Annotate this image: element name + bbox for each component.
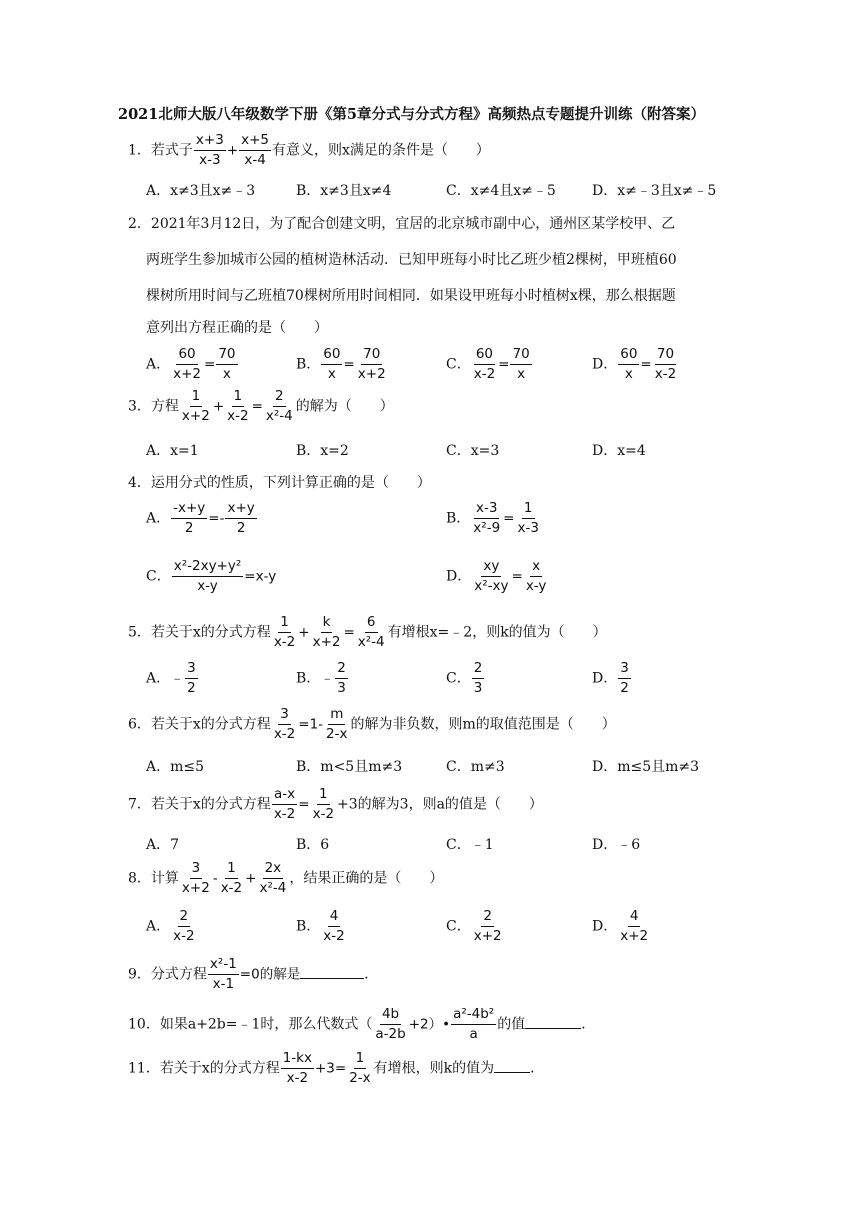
question-9: 9．分式方程 $\frac{\text{x²-1}}{x-1}$ =0的解是 ． xyxy=(128,956,379,992)
option-d: D． $\frac{60}{x}$ = $\frac{70}{x-2}$ xyxy=(592,346,677,382)
option-b: B． $\frac{4}{x-2}$ xyxy=(296,908,345,944)
option-b: B．﹣ $\frac{2}{3}$ xyxy=(296,660,346,696)
question-3: 3．方程 $\frac{1}{x+2}$ + $\frac{1}{x-2}$ = $\frac{2}{\text{x²-4}}$ 的解为（ ） xyxy=(128,388,394,424)
option-d: D．x=4 xyxy=(592,443,646,459)
option-c: C．x=3 xyxy=(446,443,500,459)
option-d: D．﹣6 xyxy=(592,837,641,853)
question-5: 5．若关于x的分式方程 $\frac{1}{x-2}$ + $\frac{k}{x+2}$ = $\frac{6}{\text{x²-4}}$ 有增根x=﹣2，则k的值为（ ） xyxy=(128,614,607,650)
option-a: A．﹣ $\frac{3}{2}$ xyxy=(146,660,196,696)
option-a: A．x=1 xyxy=(146,443,199,459)
option-a: A． $\frac{60}{x+2}$ = $\frac{70}{x}$ xyxy=(146,346,236,382)
question-6: 6．若关于x的分式方程 $\frac{3}{x-2}$ =1- $\frac{m}{2-x}$ 的解为非负数，则m的取值范围是（ ） xyxy=(128,706,616,742)
option-b: B．6 xyxy=(296,837,330,853)
option-d: D．m≤5且m≠3 xyxy=(592,759,700,775)
question-11: 11．若关于x的分式方程 $\frac{1-kx}{x-2}$ +3= $\frac{1}{2-x}$ 有增根，则k的值为 ． xyxy=(128,1050,545,1086)
question-1: 1．若式子 $\frac{x+3}{x-3}$ + $\frac{x+5}{x-4}$ 有意义，则x满足的条件是（ ） xyxy=(128,132,490,168)
option-c: C． $\frac{2}{3}$ xyxy=(446,660,483,696)
answer-blank[interactable] xyxy=(300,978,364,979)
option-b: B． $\frac{60}{x}$ = $\frac{70}{x+2}$ xyxy=(296,346,386,382)
option-d: D． $\frac{3}{2}$ xyxy=(592,660,629,696)
question-4: 4．运用分式的性质，下列计算正确的是（ ） xyxy=(128,475,431,491)
option-a: A．m≤5 xyxy=(146,759,205,775)
fraction: $\frac{x+5}{x-4}$ xyxy=(241,132,270,168)
option-c: C． $\frac{60}{x-2}$ = $\frac{70}{x}$ xyxy=(446,346,530,382)
option-a: A． $\frac{-x+y}{2}$ =- $\frac{x+y}{2}$ xyxy=(146,500,255,536)
question-2-line-4: 意列出方程正确的是（ ） xyxy=(146,320,328,336)
option-c: C． $\frac{2}{x+2}$ xyxy=(446,908,502,944)
option-b: B．x=2 xyxy=(296,443,349,459)
question-7: 7．若关于x的分式方程 $\frac{a-x}{x-2}$ = $\frac{1}{x-2}$ +3的解为3，则a的值是（ ） xyxy=(128,786,543,822)
question-text: 1．若式子 xyxy=(128,142,193,159)
option-c: C．x≠4且x≠﹣5 xyxy=(446,183,556,199)
question-2-line-1: 2．2021年3月12日，为了配合创建文明，宜居的北京城市副中心，通州区某学校甲、乙 xyxy=(128,216,676,232)
document-title: 2021北师大版八年级数学下册《第5章分式与分式方程》高频热点专题提升训练（附答案） xyxy=(118,106,705,123)
option-b: B．x≠3且x≠4 xyxy=(296,183,392,199)
option-d: D． $\frac{xy}{\text{x²-xy}}$ = $\frac{x}{x-y}$ xyxy=(446,558,547,594)
option-b: B． $\frac{x-3}{\text{x²-9}}$ = $\frac{1}{x-3}$ xyxy=(446,500,539,536)
question-2-line-3: 棵树所用时间与乙班植70棵树所用时间相同．如果设甲班每小时植树x棵，那么根据题 xyxy=(146,288,676,304)
question-10: 10．如果a+2b=﹣1时，那么代数式（ $\frac{4b}{a-2b}$ +2）• $\frac{\text{a²-4b²}}{a}$ 的值 ． xyxy=(128,1006,596,1042)
option-c: C．﹣1 xyxy=(446,837,494,853)
question-text: 有意义，则x满足的条件是（ ） xyxy=(272,142,490,159)
fraction: $\frac{x+3}{x-3}$ xyxy=(195,132,224,168)
option-c: C．m≠3 xyxy=(446,759,505,775)
option-a: A． $\frac{2}{x-2}$ xyxy=(146,908,195,944)
option-d: D． $\frac{4}{x+2}$ xyxy=(592,908,649,944)
option-a: A．x≠3且x≠﹣3 xyxy=(146,183,256,199)
option-b: B．m<5且m≠3 xyxy=(296,759,403,775)
question-2-line-2: 两班学生参加城市公园的植树造林活动．已知甲班每小时比乙班少植2棵树，甲班植60 xyxy=(146,252,677,268)
option-a: A．7 xyxy=(146,837,180,853)
answer-blank[interactable] xyxy=(525,1028,581,1029)
question-8: 8．计算 $\frac{3}{x+2}$ - $\frac{1}{x-2}$ + $\frac{2x}{\text{x²-4}}$ ，结果正确的是（ ） xyxy=(128,860,444,896)
option-c: C． $\frac{\text{x²-2xy+y²}}{x-y}$ =x-y xyxy=(146,558,277,594)
answer-blank[interactable] xyxy=(494,1072,530,1073)
option-d: D．x≠﹣3且x≠﹣5 xyxy=(592,183,717,199)
